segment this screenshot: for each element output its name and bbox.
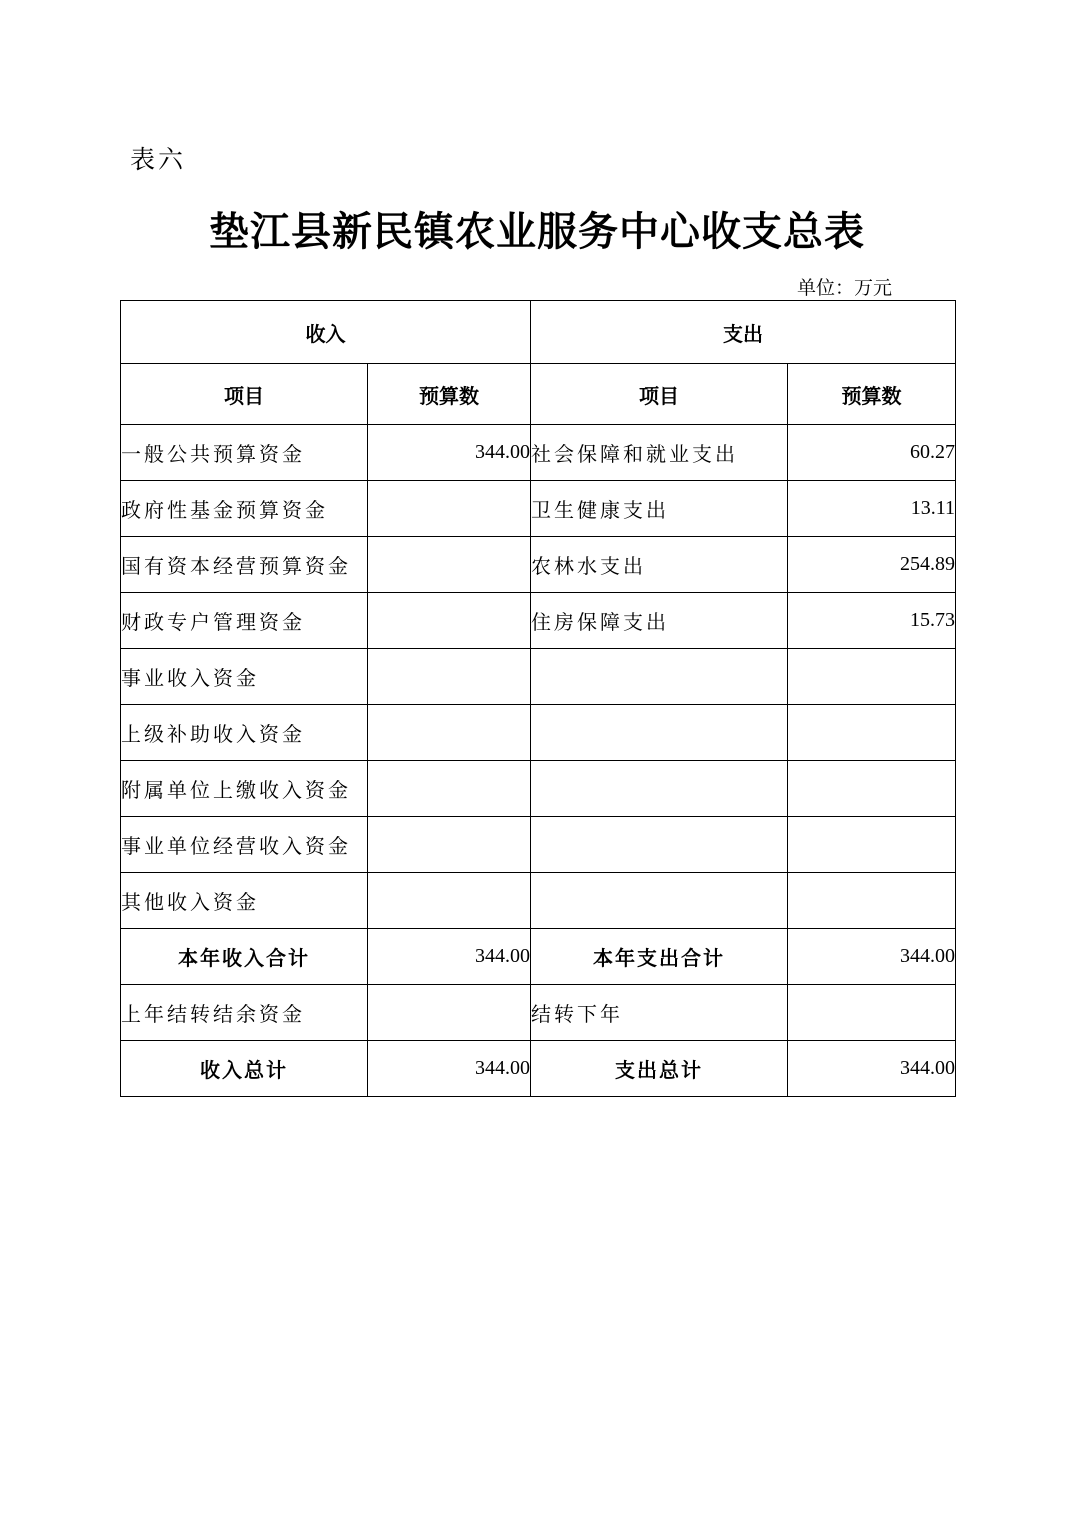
expense-amount-cell: 13.11 (788, 481, 956, 537)
income-item-cell: 附属单位上缴收入资金 (121, 761, 368, 817)
table-row (121, 705, 956, 761)
expense-grand-total-label: 支出总计 (531, 1041, 788, 1097)
expense-item-cell: 住房保障支出 (531, 593, 788, 649)
expense-item-cell (531, 705, 788, 761)
table-number-label: 表六 (130, 145, 187, 174)
income-item-cell: 其他收入资金 (121, 873, 368, 929)
expense-carryover-label: 结转下年 (531, 985, 788, 1041)
page-title: 垫江县新民镇农业服务中心收支总表 (209, 208, 865, 255)
table-row (121, 537, 956, 593)
table-row (121, 593, 956, 649)
income-year-total-label: 本年收入合计 (121, 929, 368, 985)
section-header-row (121, 301, 956, 364)
table-row (121, 649, 956, 705)
expense-grand-total-amount: 344.00 (788, 1041, 956, 1097)
expense-item-cell (531, 649, 788, 705)
expense-amount-cell (788, 817, 956, 873)
expense-amount-cell (788, 705, 956, 761)
income-item-cell: 财政专户管理资金 (121, 593, 368, 649)
income-amount-column-header: 预算数 (368, 364, 531, 425)
expense-item-cell: 社会保障和就业支出 (531, 425, 788, 481)
income-grand-total-amount: 344.00 (368, 1041, 531, 1097)
income-amount-cell (368, 593, 531, 649)
expense-amount-cell: 15.73 (788, 593, 956, 649)
income-item-column-header: 项目 (121, 364, 368, 425)
income-item-cell: 国有资本经营预算资金 (121, 537, 368, 593)
expense-item-cell: 卫生健康支出 (531, 481, 788, 537)
expense-amount-cell (788, 873, 956, 929)
table-row (121, 817, 956, 873)
expense-item-cell (531, 761, 788, 817)
table-row (121, 425, 956, 481)
income-amount-cell (368, 481, 531, 537)
income-carryover-label: 上年结转结余资金 (121, 985, 368, 1041)
carryover-row (121, 985, 956, 1041)
income-year-total-amount: 344.00 (368, 929, 531, 985)
income-amount-cell (368, 761, 531, 817)
table-row (121, 761, 956, 817)
income-amount-cell (368, 537, 531, 593)
grand-total-row (121, 1041, 956, 1097)
budget-summary-table (120, 300, 956, 1097)
income-amount-cell (368, 817, 531, 873)
expense-year-total-label: 本年支出合计 (531, 929, 788, 985)
expense-amount-cell (788, 649, 956, 705)
income-grand-total-label: 收入总计 (121, 1041, 368, 1097)
income-item-cell: 一般公共预算资金 (121, 425, 368, 481)
expense-amount-cell: 60.27 (788, 425, 956, 481)
income-amount-cell (368, 649, 531, 705)
income-item-cell: 事业单位经营收入资金 (121, 817, 368, 873)
income-item-cell: 事业收入资金 (121, 649, 368, 705)
income-amount-cell (368, 705, 531, 761)
expense-year-total-amount: 344.00 (788, 929, 956, 985)
income-amount-cell: 344.00 (368, 425, 531, 481)
column-header-row (121, 364, 956, 425)
year-total-row (121, 929, 956, 985)
income-section-header: 收入 (121, 301, 531, 364)
income-amount-cell (368, 873, 531, 929)
income-item-cell: 政府性基金预算资金 (121, 481, 368, 537)
expense-carryover-amount (788, 985, 956, 1041)
expense-section-header: 支出 (531, 301, 956, 364)
income-carryover-amount (368, 985, 531, 1041)
expense-item-cell: 农林水支出 (531, 537, 788, 593)
table-row (121, 873, 956, 929)
expense-item-column-header: 项目 (531, 364, 788, 425)
income-item-cell: 上级补助收入资金 (121, 705, 368, 761)
expense-item-cell (531, 817, 788, 873)
expense-amount-cell: 254.89 (788, 537, 956, 593)
unit-label: 单位：万元 (797, 277, 893, 299)
table-row (121, 481, 956, 537)
expense-item-cell (531, 873, 788, 929)
expense-amount-cell (788, 761, 956, 817)
expense-amount-column-header: 预算数 (788, 364, 956, 425)
